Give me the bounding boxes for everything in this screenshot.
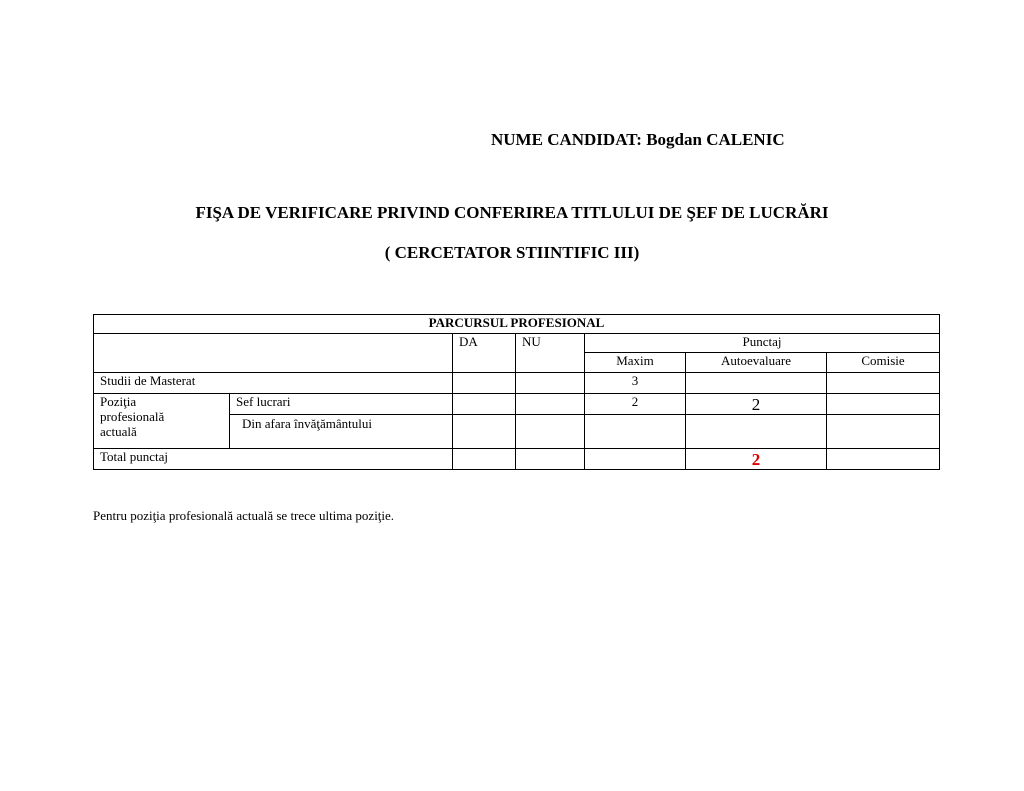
comisie-cell	[827, 449, 940, 470]
maxim-cell	[585, 449, 686, 470]
col-header-punctaj: Punctaj	[585, 334, 940, 353]
da-cell	[453, 373, 516, 394]
col-header-da: DA	[453, 334, 516, 373]
da-cell	[453, 394, 516, 415]
candidate-name: Bogdan CALENIC	[646, 130, 785, 149]
pozitie-label: Poziţia profesională actuală	[94, 394, 230, 449]
col-header-comisie: Comisie	[827, 353, 940, 373]
total-row	[94, 449, 940, 470]
col-header-maxim: Maxim	[585, 353, 686, 373]
sub-row-label: Din afara învăţământului	[230, 415, 453, 449]
comisie-cell	[827, 394, 940, 415]
comisie-cell	[827, 373, 940, 394]
comisie-cell	[827, 415, 940, 449]
nu-cell	[516, 449, 585, 470]
autoevaluare-cell	[686, 415, 827, 449]
table-row	[94, 373, 940, 394]
da-cell	[453, 449, 516, 470]
sub-row-label: Sef lucrari	[230, 394, 453, 415]
autoevaluare-cell	[686, 394, 827, 415]
maxim-cell	[585, 415, 686, 449]
nu-cell	[516, 415, 585, 449]
maxim-cell: 2	[585, 394, 686, 415]
row-label: Studii de Masterat	[94, 373, 453, 394]
total-autoevaluare-cell	[686, 449, 827, 470]
maxim-cell: 3	[585, 373, 686, 394]
col-header-autoevaluare: Autoevaluare	[686, 353, 827, 373]
evaluation-table	[93, 314, 940, 470]
candidate-line	[491, 130, 785, 150]
autoevaluare-cell	[686, 373, 827, 394]
document-title: FIŞA DE VERIFICARE PRIVIND CONFERIREA TITLULUI DE ŞEF DE LUCRĂRI	[195, 203, 829, 222]
document-subtitle: ( CERCETATOR STIINTIFIC III)	[384, 243, 640, 262]
header-empty-cell	[94, 334, 453, 373]
nu-cell	[516, 373, 585, 394]
footnote: Pentru poziţia profesională actuală se trece ultima poziţie.	[93, 508, 395, 523]
autoevaluare-score: 2	[751, 395, 761, 414]
total-score: 2	[751, 450, 761, 469]
candidate-label: NUME CANDIDAT:	[491, 130, 642, 149]
col-header-nu: NU	[516, 334, 585, 373]
section-title: PARCURSUL PROFESIONAL	[94, 315, 940, 334]
total-label: Total punctaj	[94, 449, 453, 470]
nu-cell	[516, 394, 585, 415]
da-cell	[453, 415, 516, 449]
table-row	[94, 394, 940, 415]
